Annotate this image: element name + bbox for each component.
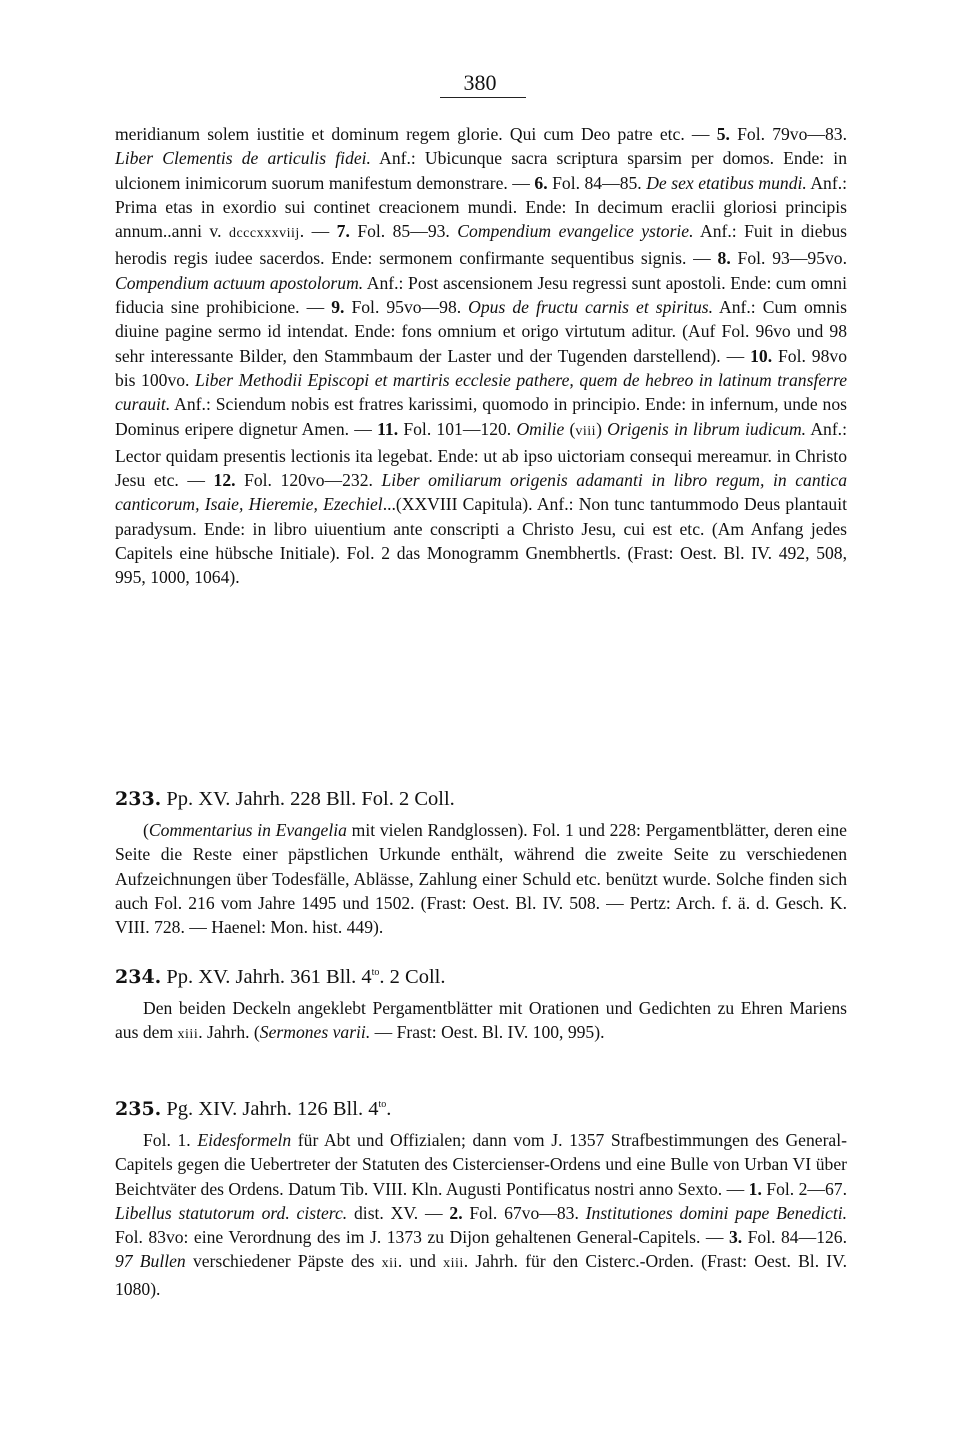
entry-body — [115, 818, 847, 939]
text-run: Anf.: Prima etas in exordio sui continet creacionem mundi. Ende: In decimum eraclii gloriosi principis annum..anni v. — [115, 172, 847, 242]
text-run: . Jahrh. für den Cisterc.-Orden. (Frast: Oest. Bl. IV. 1080). — [115, 1251, 847, 1299]
text-run: Anf.: Lector quidam presentis lectionis ita legebat. Ende: ut ab ipso uictoriam consequi mereamur. in Christo Jesu etc. — — [115, 418, 847, 491]
text-run: Fol. 98vo bis 100vo. — [115, 345, 847, 390]
entry-number: 234. — [115, 966, 162, 988]
entry-235 — [115, 1096, 847, 1301]
entry-number: 235. — [115, 1098, 162, 1120]
item-number: 6. — [534, 172, 548, 193]
work-title: Sermones varii. — [259, 1022, 371, 1043]
text-run: Fol. 101—120. — [398, 418, 517, 439]
item-number: 2. — [449, 1202, 463, 1223]
text-run: Fol. 83vo: eine Verordnung des im J. 1373 zu Dijon gehaltenen General-Capitels. — — [115, 1227, 729, 1248]
small-caps-numeral: xiii — [177, 1027, 199, 1043]
text-run: mit vielen Randglossen). Fol. 1 und 228: Pergamentblätter, deren eine Seite die Reste einer päpstlichen Urkunde enthält, während die zweite Seite zu verschiedenen Aufzeichnungen über Todesfälle, Ablässe, Zahlung einer Schuld etc. benützt wurde. Solche finden sich auch Fol. 216 vom Jahre 1495 und 1502. (Frast: Oest. Bl. IV. 508. — Pertz: Arch. f. ä. d. Gesch. K. VIII. 728. — Haenel: Mon. hist. 449). — [115, 820, 847, 938]
item-number: 10. — [750, 345, 773, 366]
work-title: Eidesformeln — [197, 1130, 292, 1150]
work-title: Libellus statutorum ord. cisterc. — [115, 1202, 348, 1223]
item-number: 11. — [377, 418, 399, 439]
entry-body — [115, 1128, 847, 1301]
text-run: Anf.: Fuit in diebus herodis regis iudee sacerdos. Ende: sermonem confirmante sequentibus signis. — — [115, 221, 847, 269]
entry-234 — [115, 964, 847, 1048]
work-title: Institutiones domini pape Benedicti. — [585, 1202, 847, 1223]
paragraph-continued-entry — [115, 122, 847, 590]
item-number: 5. — [716, 124, 730, 144]
entry-233 — [115, 786, 847, 939]
work-title: Liber Methodii Episcopi et martiris ecclesie pathere, quem de hebreo in latinum transferre curauit. — [115, 369, 847, 415]
item-number: 3. — [728, 1227, 743, 1248]
text-run: Den beiden Deckeln angeklebt Pergamentblätter mit Orationen und Gedichten zu Ehren Mariens aus dem — [115, 998, 847, 1043]
small-caps-numeral: xiii — [443, 1256, 464, 1272]
work-title: 97 Bullen — [115, 1251, 186, 1272]
text-run: Anf.: Post ascensionem Jesu regressi sunt apostoli. Ende: cum omni fiducia sine prohibicione. — — [115, 272, 847, 318]
entry-heading — [115, 1096, 847, 1122]
superscript: to — [378, 1099, 387, 1111]
text-run: ) — [596, 418, 608, 439]
work-title: Origenis in librum iudicum. — [607, 418, 807, 439]
entry-description: Pp. XV. Jahrh. 361 Bll. 4 — [161, 966, 372, 988]
work-title: Liber Clementis de articulis fidei. — [115, 148, 371, 169]
entry-body — [115, 996, 847, 1048]
text-run: Anf.: Cum omnis diuine pagine sermo id intendat. Ende: fons omnium et origo virtutum aditur. (Auf Fol. 96vo und 98 sehr interessante Bilder, den Stammbaum der Laster und der Tugenden darstellend). — — [115, 297, 847, 366]
work-title: Liber omiliarum origenis adamanti in libro regum, in cantica canticorum, Isaie, Hieremie, Ezechiel — [115, 470, 848, 515]
entry-description: Pp. XV. Jahrh. 228 Bll. Fol. 2 Coll. — [161, 788, 455, 810]
text-run: meridianum solem iustitie et dominum regem glorie. Qui cum Deo patre etc. — — [115, 124, 717, 144]
page-number-rule — [440, 97, 526, 98]
text-run: Fol. 84—126. — [742, 1227, 847, 1248]
text-run: ( — [564, 418, 576, 439]
work-title: Compendium actuum apostolorum. — [115, 272, 364, 293]
continuation-paragraph — [115, 122, 847, 590]
text-run: ...(XXVIII Capitula). Anf.: Non tunc tantummodo Deus plantauit paradysum. Ende: in libro uiuentium ante conscripti a Christo Jesu, cui est etc. (Am Anfang jedes Capitels eine hübsche Initiale). Fol. 2 das Monogramm Gnembhertls. (Frast: Oest. Bl. IV. 492, 508, 995, 1000, 1064). — [115, 494, 847, 588]
item-number: 12. — [213, 470, 236, 491]
text-run: Fol. 67vo—83. — [462, 1202, 586, 1223]
entry-description: . 2 Coll. — [379, 966, 446, 988]
item-number: 1. — [748, 1178, 762, 1199]
entry-heading — [115, 964, 847, 990]
superscript: to — [371, 967, 380, 979]
text-run: . — — [299, 221, 337, 242]
text-run: Fol. 85—93. — [349, 221, 458, 242]
entry-description: Pg. XIV. Jahrh. 126 Bll. 4 — [161, 1098, 379, 1120]
small-caps-numeral: dcccxxxviij — [228, 226, 300, 242]
work-title: Omilie — [516, 418, 565, 439]
text-run: . und — [397, 1251, 444, 1272]
text-run: . Jahrh. ( — [198, 1022, 260, 1043]
text-run: für Abt und Offizialen; dann vom J. 1357 Strafbestimmungen des General-Capitels gegen die Uebertreter der Statuten des Cistercienser-Ordens und eine Bulle von Urban VI über Beichtväter des Ordens. Datum Tib. VIII. Kln. Augusti Pontificatus nostri anno Sexto. — — [115, 1130, 847, 1199]
text-run: Fol. 95vo—98. — [344, 297, 469, 318]
entry-heading — [115, 786, 847, 812]
work-title: De sex etatibus mundi. — [646, 172, 807, 193]
text-run: Anf.: Ubicunque sacra scriptura sparsim per domos. Ende: in ulcionem inimicorum suorum manifestum demonstrare. — — [115, 148, 847, 193]
text-run: Fol. 120vo—232. — [235, 470, 382, 491]
work-title: Opus de fructu carnis et spiritus. — [468, 297, 713, 318]
entry-number: 233. — [115, 788, 162, 810]
text-run: Fol. 1. — [143, 1130, 198, 1150]
small-caps-numeral: viii — [575, 423, 597, 439]
text-run: verschiedener Päpste des — [185, 1251, 382, 1272]
work-title: Commentarius in Evangelia — [148, 820, 347, 840]
small-caps-numeral: xii — [381, 1256, 398, 1272]
text-run: — Frast: Oest. Bl. IV. 100, 995). — [370, 1022, 605, 1043]
text-run: Fol. 79vo—83. — [729, 124, 847, 144]
text-run: dist. XV. — — [347, 1202, 450, 1223]
item-number: 8. — [717, 248, 731, 269]
page-number: 380 — [463, 70, 497, 95]
text-run: Anf.: Sciendum nobis est fratres karissimi, quomodo in principio. Ende: in infernum, unde nos Dominus eripere dignetur Amen. — — [115, 394, 847, 439]
entry-description: . — [386, 1098, 392, 1120]
text-run: Fol. 2—67. — [761, 1178, 847, 1199]
work-title: Compendium evangelice ystorie. — [457, 221, 694, 242]
text-run: Fol. 93—95vo. — [730, 248, 847, 269]
text-run: Fol. 84—85. — [547, 172, 647, 193]
item-number: 7. — [336, 221, 350, 242]
text-run: ( — [143, 820, 149, 840]
item-number: 9. — [331, 297, 345, 318]
